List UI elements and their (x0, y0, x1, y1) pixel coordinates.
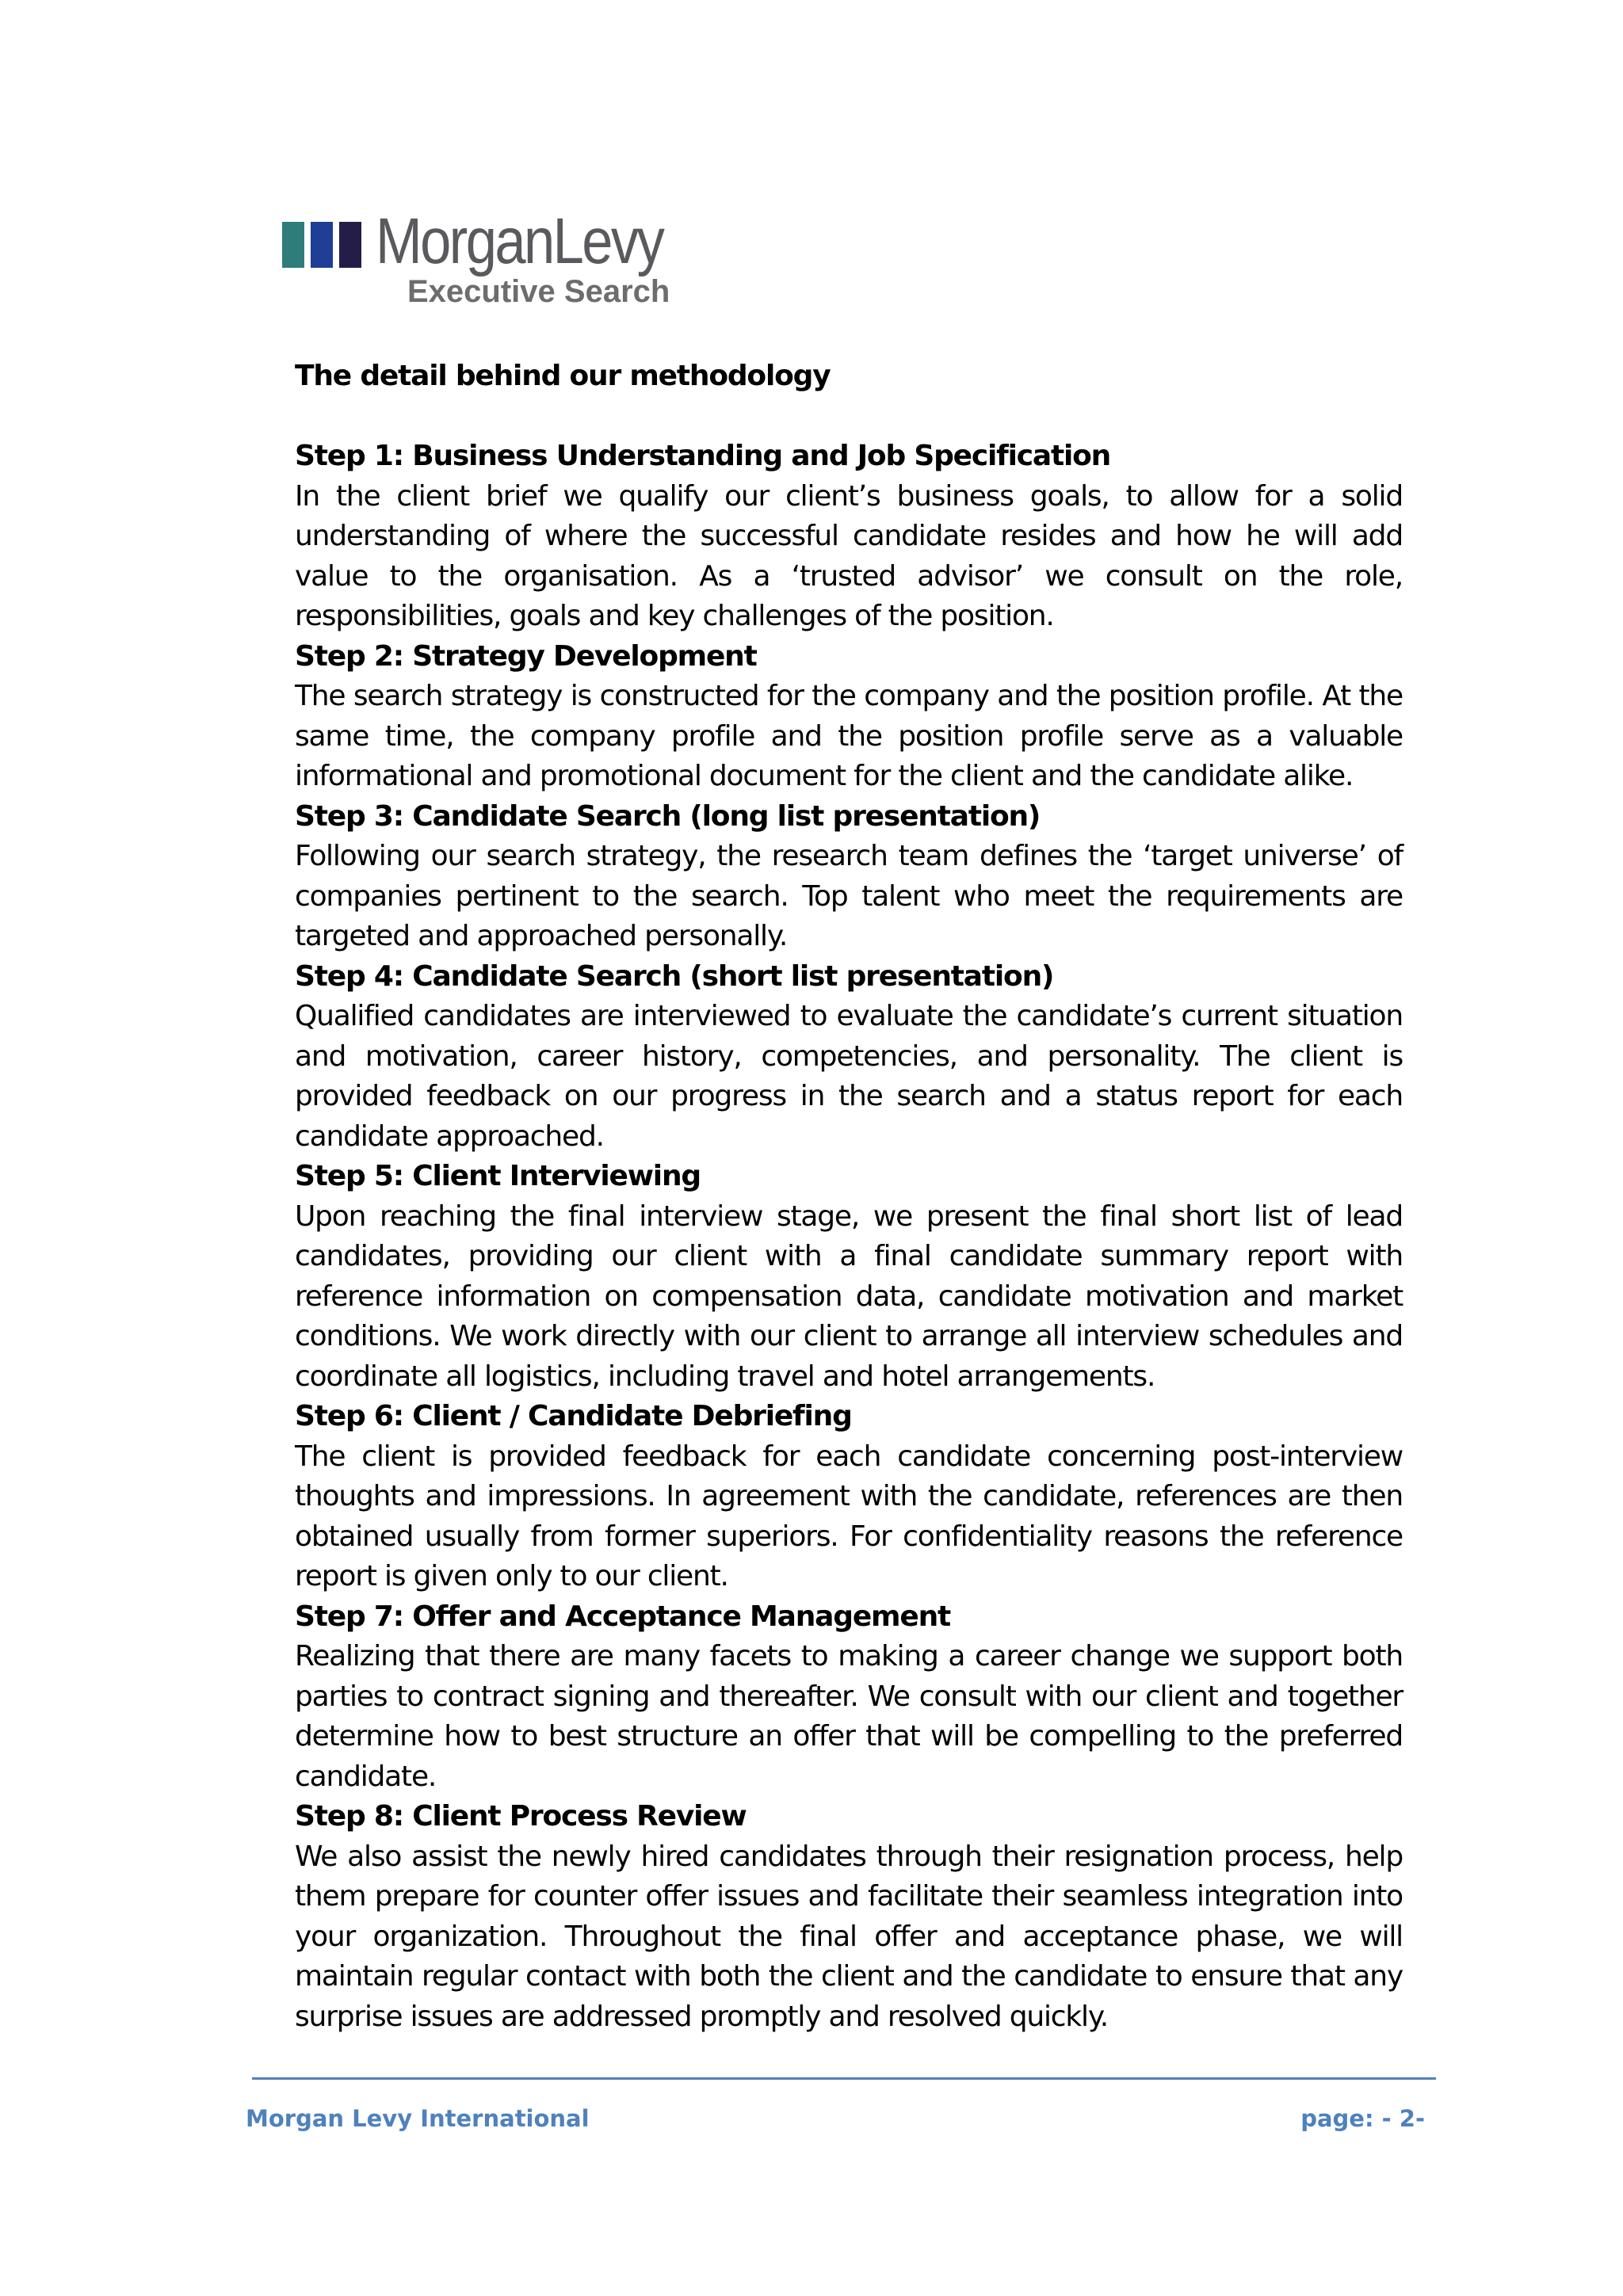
footer-page-number: page: - 2- (1300, 2105, 1425, 2132)
step-5-title: Step 5: Client Interviewing (295, 1160, 701, 1192)
footer-divider (252, 2077, 1436, 2080)
step-8-body: We also assist the newly hired candidates through their resignation process, help them prepare for counter offer issues and facilitate their seamless integration into your organization. Throughout the final offer and acceptance phase, we will maintain regular contact with both the client and the candidate to ensure that any surprise issues are addressed promptly and resolved quickly. (295, 1840, 1403, 2033)
logo-word-morgan: Morgan (376, 205, 553, 277)
step-8-title: Step 8: Client Process Review (295, 1800, 747, 1833)
step-7-body: Realizing that there are many facets to making a career change we support both parties to contract signing and thereafter. We consult with our client and together determine how to best structure an offer that will be compelling to the preferred candidate. (295, 1640, 1403, 1793)
logo-bar-navy (339, 222, 361, 268)
step-1-body: In the client brief we qualify our client’s business goals, to allow for a solid understanding of where the successful candidate resides and how he will add value to the organisation. As a ‘trusted advisor’ we consult on the role, responsibilities, goals and key challenges of the position. (295, 479, 1403, 632)
logo-word-levy: Levy (552, 205, 663, 277)
logo-wordmark (376, 205, 663, 277)
footer-company: Morgan Levy International (246, 2105, 590, 2132)
step-6-title: Step 6: Client / Candidate Debriefing (295, 1400, 852, 1432)
logo-tagline: Executive Search (407, 274, 670, 309)
logo-bar-teal (282, 222, 304, 268)
step-7-title: Step 7: Offer and Acceptance Management (295, 1600, 951, 1633)
step-5-body: Upon reaching the final interview stage, we present the final short list of lead candidates, providing our client with a final candidate summary report with reference information on compensation data, candidate motivation and market conditions. We work directly with our client to arrange all interview schedules and coordinate all logistics, including travel and hotel arrangements. (295, 1199, 1403, 1393)
step-2-title: Step 2: Strategy Development (295, 639, 757, 673)
document-body (295, 357, 1403, 2037)
methodology-steps (295, 437, 1403, 2037)
step-4-title: Step 4: Candidate Search (short list presentation) (295, 959, 1054, 993)
step-6-body: The client is provided feedback for each candidate concerning post-interview thoughts and impressions. In agreement with the candidate, references are then obtained usually from former superiors. For confidentiality reasons the reference report is given only to our client. (295, 1440, 1403, 1592)
step-2-body: The search strategy is constructed for the company and the position profile. At the same time, the company profile and the position profile serve as a valuable informational and promotional document for the client and the candidate alike. (295, 680, 1403, 792)
step-1-title: Step 1: Business Understanding and Job Specification (295, 440, 1111, 472)
step-3-body: Following our search strategy, the research team defines the ‘target universe’ of companies pertinent to the search. Top talent who meet the requirements are targeted and approached personally. (295, 840, 1403, 952)
step-4-body: Qualified candidates are interviewed to evaluate the candidate’s current situation and motivation, career history, competencies, and personality. The client is provided feedback on our progress in the search and a status report for each candidate approached. (295, 1000, 1403, 1153)
logo-bar-blue (311, 222, 333, 268)
page-title: The detail behind our methodology (295, 360, 831, 392)
step-3-title: Step 3: Candidate Search (long list presentation) (295, 799, 1041, 833)
company-logo (282, 205, 694, 315)
